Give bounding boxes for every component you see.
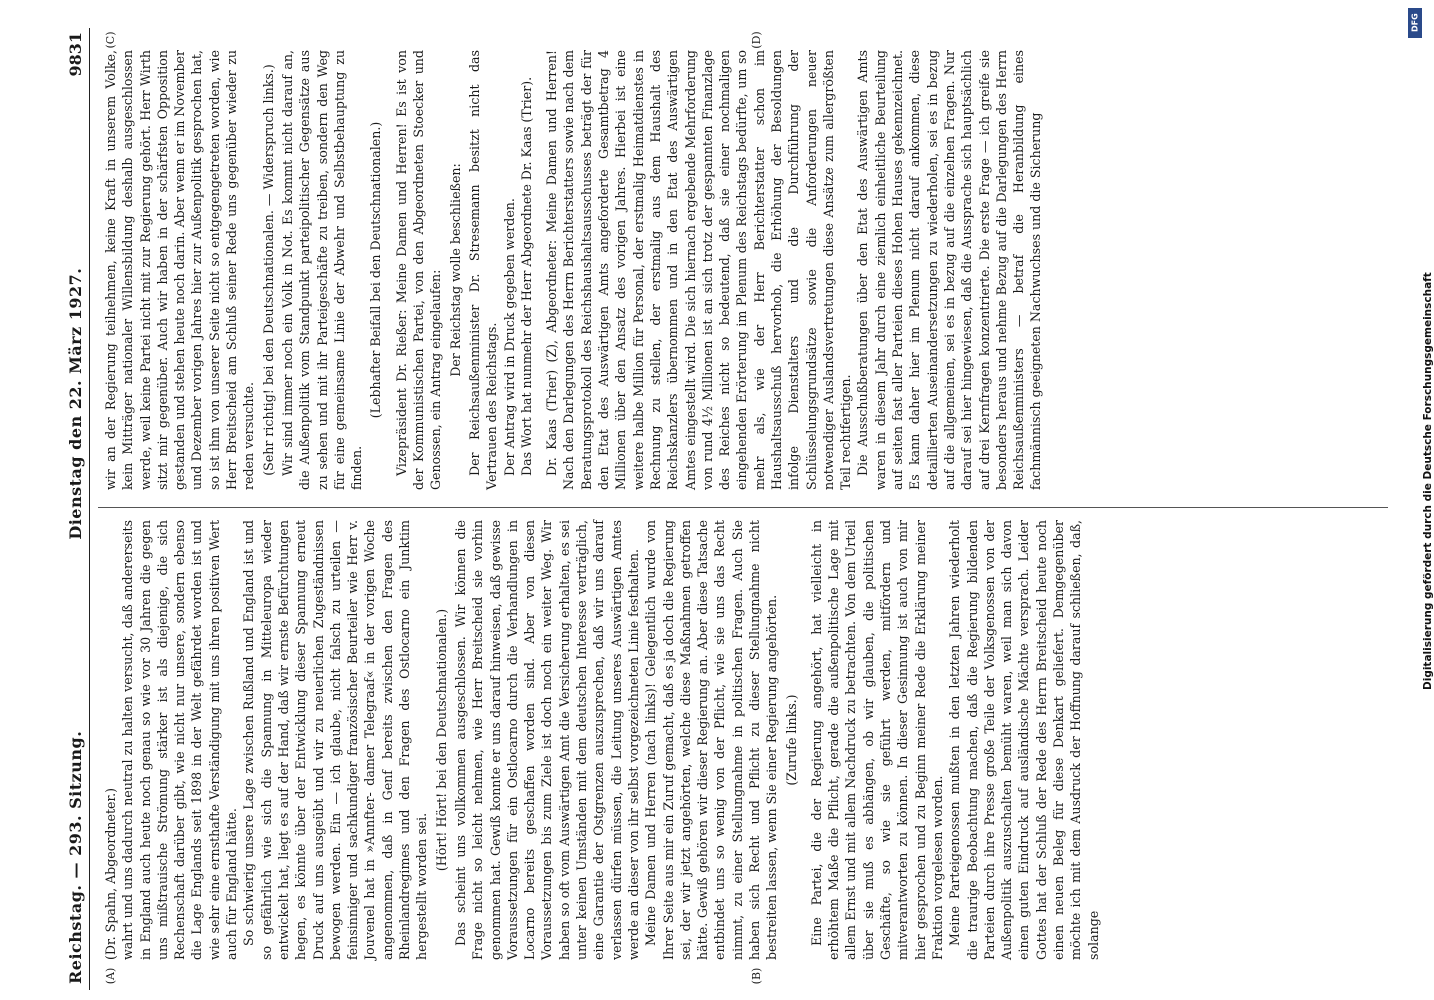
right-paragraph: Der Reichstag wolle beschließen:	[447, 163, 463, 377]
digitization-credit: Digitalisierung gefördert durch die Deutsche Forschungsgemeinschaft	[1422, 272, 1434, 690]
digitization-sidebar	[1406, 0, 1434, 1000]
right-paragraph: Das Wort hat nunmehr der Herr Abgeordnete Dr. Kaas (Trier).	[518, 76, 534, 476]
left-paragraph: So schwierig unsere Lage zwischen Rußland und England ist und so gefährlich wie sich die Spannung in Mitteleuropa wieder entwickelt hat, liegt es auf der Hand, daß wir ernste Befürchtungen hegen, es könnte über der Entwicklung dieser Spannung erneut Druck auf uns ausgeübt und wir zu neuerlichen Zugeständnissen bewogen werden. Ein — ich glaube, nicht falsch zu urteilen — feinsinniger und sachkundiger französischer Beurteiler wie Herr v. Jouvenel hat in »Annfter- damer Telegraaf« in der vorigen Woche angenommen, daß in Genf bereits zwischen den Fragen des Rheinlandregimes und den Fragen des Ostlocarno ein Junktim hergestellt worden sei.	[241, 520, 430, 960]
column-divider	[98, 507, 1388, 508]
left-paragraph: (Zurufe links.)	[783, 694, 799, 786]
document-page	[50, 28, 1402, 990]
left-paragraph: (Hört! Hört! bei den Deutschnationalen.)	[433, 608, 449, 872]
right-paragraph: (Lebhafter Beifall bei den Deutschnationalen.)	[368, 121, 384, 419]
right-paragraph: wir an der Regierung teilnehmen, keine Kraft in unserem Volke, kein Mitträger nationaler Willensbildung deshalb ausgeschlossen werde, weil keine Partei nicht mit zur Regierung gehört. Herr Wirth sitzt mir gegenüber. Auch wir haben in der schärfsten Opposition gestanden und stehen heute noch darin. Aber wenn er im November und Dezember vorigen Jahres hier zur Außenpolitik gesprochen hat, so ist ihm von unserer Seite nicht so entgegengetreten worden, wie Herr Breitscheid am Schluß seiner Rede uns gegenüber wieder zu reden versuchte.	[103, 50, 257, 490]
header-date: Dienstag den 22. März 1927.	[66, 267, 85, 540]
right-paragraph: Dr. Kaas (Trier) (Z), Abgeordneter: Meine Damen und Herren! Nach den Darlegungen des Herrn Berichterstatters sowie nach dem Beratungsprotokoll des Reichshaushaltsausschusses beträgt der für den Etat des Auswärtigen Amts angeforderte Gesamtbetrag 4 Millionen über den Ansatz des vorigen Jahres. Hierbei ist eine weitere halbe Million für Personal, der erstmalig Heimatdienstes in Rechnung zu stellen, der erstmalig aus dem Haushalt des Reichskanzlers übernommen und in den Etat des Auswärtigen Amtes eingestellt wird. Die sich hiernach ergebende Mehrforderung von rund 4½ Millionen ist an sich trotz der gespannten Finanzlage des Reiches nicht so bedeutend, daß sie einer nochmaligen eingehenden Erörterung im Plenum des Reichstags bedürfte, um so mehr als, wie der Herr Berichterstatter schon im Haushaltsausschuß hervorhob, die Erhöhung der Besoldungen infolge Dienstalters und die Durchführung der Schlüsselungsgrundsätze sowie die Anforderungen neuer notwendiger Auslandsvertretungen diese Ansätze zum allergrößten Teil rechtfertigen.	[544, 50, 854, 490]
left-paragraph: (Dr. Spahn, Abgeordneter.)	[103, 787, 118, 960]
right-paragraph: (Sehr richtig! bei den Deutschnationalen. — Widerspruch links.)	[260, 64, 276, 476]
right-column	[102, 50, 1045, 490]
margin-marker-d: (D)	[750, 31, 763, 49]
left-paragraph: Eine Partei, die der Regierung angehört, hat vielleicht in erhöhtem Maße die Pflicht, gerade die außenpolitische Lage mit allem Ernst und mit allem Nachdruck zu betrachten. Von dem Urteil über sie muß es abhängen, ob wir glauben, die politischen Geschäfte, so wie sie geführt werden, mitfördern und mitverantworten zu können. In dieser Gesinnung ist auch von mir hier gesprochen und zu Beginn meiner Rede die Erklärung meiner Fraktion vorgelesen worden.	[808, 520, 945, 960]
right-paragraph: Vizepräsident Dr. Rießer: Meine Damen und Herren! Es ist von der Kommunistischen Partei, von den Abgeordneten Stoecker und Genossen, ein Antrag eingelaufen:	[393, 50, 444, 490]
left-column	[102, 520, 1102, 960]
margin-marker-b: (B)	[750, 967, 763, 985]
left-paragraph: wahrt und uns dadurch neutral zu halten versucht, daß andererseits in England auch heute noch genau so wie vor 30 Jahren die gegen uns mißtrauische Strömung stärker ist als diejenige, die sich Rechenschaft darüber gibt, wie nicht nur unsere, sondern ebenso die Lage Englands seit 1898 in der Welt gefährdet worden ist und wie sehr eine ernsthafte Verständigung mit uns ihren positiven Wert auch für England hätte.	[120, 520, 240, 960]
right-paragraph: Die Ausschußberatungen über den Etat des Auswärtigen Amts waren in diesem Jahr durch eine ziemlich einheitliche Beurteilung auf seiten fast aller Parteien dieses Hohen Hauses gekennzeichnet. Es kann daher hier im Plenum nicht darauf ankommen, diese detaillierten Auseinandersetzungen zu wiederholen, sei es in bezug auf die allgemeinen, sei es in bezug auf die einzelnen Fragen. Nur darauf sei hier hingewiesen, daß die Aussprache sich hauptsächlich auf drei Kernfragen konzentrierte. Die erste Frage — ich greife sie besonders heraus und nehme Bezug auf die Darlegungen des Herrn Reichsaußenministers — betraf die Heranbildung eines fachmännisch geeigneten Nachwuchses und die Sicherung	[855, 50, 1044, 490]
right-paragraph: Der Reichsaußenminister Dr. Stresemann besitzt nicht das Vertrauen des Reichstags.	[466, 50, 500, 490]
left-paragraph: Meine Parteigenossen mußten in den letzten Jahren wiederholt die traurige Beobachtung machen, daß die Regierung bildenden Parteien durch ihre Presse große Teile der Volksgenossen von der Außenpolitik auszuschalten bemüht waren, weil man sich davon einen guten Eindruck auf ausländische Mächte versprach. Leider Gottes hat der Schluß der Rede des Herrn Breitscheid heute noch einen neuen Beleg für diese Denkart geliefert. Demgegenüber möchte ich mit dem Ausdruck der Hoffnung darauf schließen, daß, solange	[947, 520, 1101, 960]
header-session: Reichstag. — 293. Sitzung.	[66, 730, 85, 984]
right-paragraph: Der Antrag wird in Druck gegeben werden.	[501, 198, 517, 476]
left-paragraph: Meine Damen und Herren (nach links)! Gelegentlich wurde von Ihrer Seite aus mir ein Zuruf gemacht, daß es ja doch die Regierung sei, der wir jetzt angehörten, welche diese Maßnahmen getroffen hätte. Gewiß gehören wir dieser Regierung an. Aber diese Tatsache entbindet uns so wenig von der Pflicht, wie sie uns das Recht nimmt, zu einer Stellungnahme in politischen Fragen. Auch Sie haben sich Recht und Pflicht zu dieser Stellungnahme nicht bestreiten lassen, wenn Sie einer Regierung angehörten.	[643, 520, 780, 960]
left-paragraph: Das scheint uns vollkommen ausgeschlossen. Wir können die Frage nicht so leicht nehmen, wie Herr Breitscheid sie vorhin genommen hat. Gewiß konnte er uns darauf hinweisen, daß gewisse Voraussetzungen für ein Ostlocarno durch die Verhandlungen in Locarno bereits geschaffen worden sind. Aber von diesen Voraussetzungen bis zum Ziele ist doch noch ein weiter Weg. Wir haben so oft vom Auswärtigen Amt die Versicherung erhalten, es sei unter keinen Umständen mit dem deutschen Interesse verträglich, eine Garantie der Ostgrenzen auszusprechen, daß wir uns darauf verlassen dürfen müssen, die Leitung unseres Auswärtigen Amtes werde an dieser von ihr selbst vorgezeichneten Linie festhalten.	[452, 520, 641, 960]
right-paragraph: Wir sind immer noch ein Volk in Not. Es kommt nicht darauf an, die Außenpolitik vom Standpunkt parteipolitischer Gegensätze aus zu sehen und mit ihr Parteigeschäfte zu treiben, sondern den Weg für eine gemeinsame Linie der Abwehr und Selbstbehauptung zu finden.	[279, 50, 365, 490]
dfg-logo: DFG	[1408, 8, 1422, 38]
page-header	[50, 28, 90, 990]
margin-marker-c: (C)	[104, 31, 117, 49]
page-number: 9831	[66, 32, 85, 77]
margin-marker-a: (A)	[104, 967, 117, 985]
